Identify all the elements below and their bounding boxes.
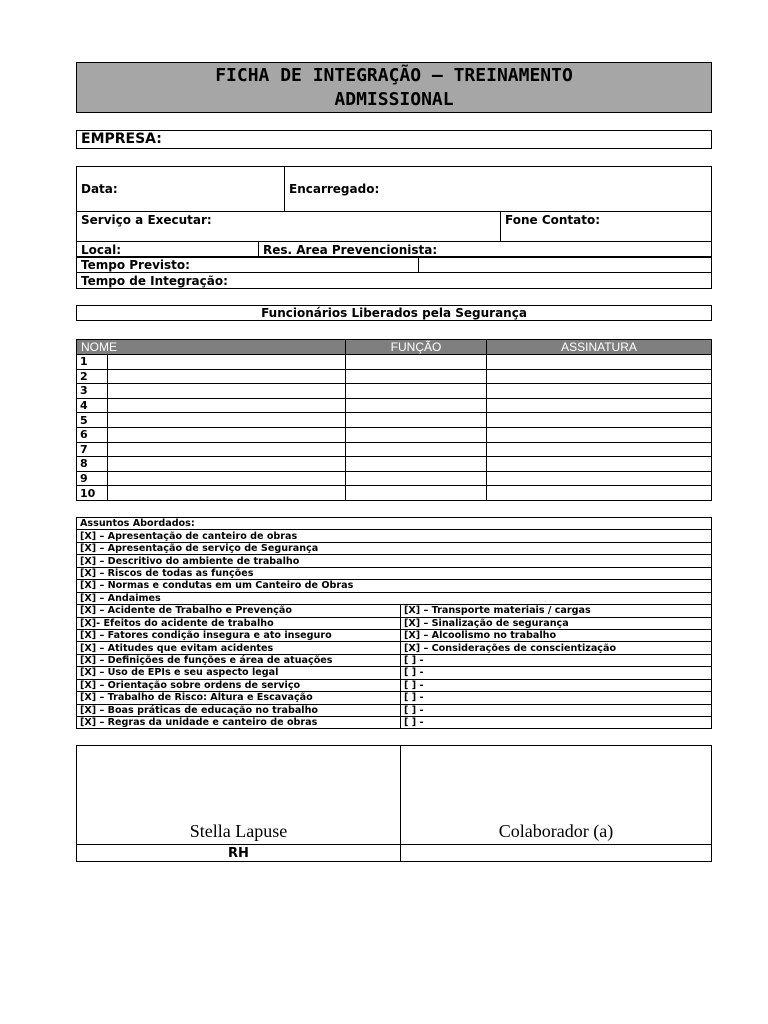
data-field[interactable] [77, 167, 285, 212]
staff-nome-cell[interactable] [108, 442, 346, 457]
topic-item: [X]- Efeitos do acidente de trabalho [77, 617, 401, 629]
local-label: Local: [81, 242, 122, 257]
staff-assinatura-cell[interactable] [487, 369, 712, 384]
signature-colaborador-role [401, 845, 712, 862]
topics-title: Assuntos Abordados: [77, 518, 712, 530]
staff-row-number: 4 [77, 398, 108, 413]
staff-assinatura-cell[interactable] [487, 442, 712, 457]
topic-item: [X] – Regras da unidade e canteiro de obras [77, 717, 401, 729]
staff-row-number: 3 [77, 384, 108, 399]
title-line-1: FICHA DE INTEGRAÇÃO – TREINAMENTO [215, 65, 573, 86]
staff-assinatura-cell[interactable] [487, 398, 712, 413]
staff-nome-cell[interactable] [108, 457, 346, 472]
staff-row [77, 369, 712, 384]
topic-item: [X] – Considerações de conscientização [401, 642, 712, 654]
staff-row-number: 7 [77, 442, 108, 457]
topic-item: [X] – Normas e condutas em um Canteiro de Obras [77, 580, 712, 592]
staff-funcao-cell[interactable] [346, 355, 487, 370]
tempo-previsto-field[interactable] [77, 257, 419, 273]
staff-funcao-cell[interactable] [346, 369, 487, 384]
staff-funcao-cell[interactable] [346, 442, 487, 457]
staff-row [77, 471, 712, 486]
header-assinatura: ASSINATURA [487, 340, 712, 355]
staff-row-number: 10 [77, 486, 108, 501]
staff-assinatura-cell[interactable] [487, 486, 712, 501]
topic-item: [X] – Definições de funções e área de atuações [77, 654, 401, 666]
info-table-3 [76, 256, 712, 289]
fone-label: Fone Contato: [505, 213, 601, 227]
staff-row [77, 442, 712, 457]
staff-table [76, 339, 712, 501]
topic-item: [X] – Atitudes que evitam acidentes [77, 642, 401, 654]
staff-assinatura-cell[interactable] [487, 457, 712, 472]
staff-row-number: 8 [77, 457, 108, 472]
topic-item: [ ] - [401, 654, 712, 666]
staff-funcao-cell[interactable] [346, 457, 487, 472]
topic-item: [X] – Apresentação de canteiro de obras [77, 530, 712, 542]
topic-item: [X] – Descritivo do ambiente de trabalho [77, 555, 712, 567]
staff-assinatura-cell[interactable] [487, 427, 712, 442]
staff-row-number: 6 [77, 427, 108, 442]
info-table [76, 166, 712, 242]
encarregado-label: Encarregado: [289, 182, 380, 196]
staff-row [77, 384, 712, 399]
staff-funcao-cell[interactable] [346, 413, 487, 428]
staff-nome-cell[interactable] [108, 384, 346, 399]
staff-row [77, 486, 712, 501]
staff-row-number: 5 [77, 413, 108, 428]
res-area-label: Res. Area Prevencionista: [263, 242, 438, 257]
topic-item: [X] – Fatores condição insegura e ato inseguro [77, 629, 401, 641]
staff-assinatura-cell[interactable] [487, 471, 712, 486]
topic-item: [X] – Sinalização de segurança [401, 617, 712, 629]
signature-rh-role: RH [77, 845, 401, 862]
topic-item: [X] – Uso de EPIs e seu aspecto legal [77, 667, 401, 679]
staff-nome-cell[interactable] [108, 413, 346, 428]
topic-item: [X] – Boas práticas de educação no trabalho [77, 704, 401, 716]
staff-row [77, 398, 712, 413]
staff-funcao-cell[interactable] [346, 398, 487, 413]
topic-item: [ ] - [401, 692, 712, 704]
empresa-label: EMPRESA: [81, 131, 162, 147]
staff-nome-cell[interactable] [108, 486, 346, 501]
signature-table [76, 745, 712, 862]
topic-item: [X] – Alcoolismo no trabalho [401, 629, 712, 641]
topic-item: [X] – Orientação sobre ordens de serviço [77, 679, 401, 691]
empresa-field[interactable] [76, 130, 712, 149]
topic-item: [ ] - [401, 704, 712, 716]
servico-label: Serviço a Executar: [81, 213, 212, 227]
topic-item: [ ] - [401, 667, 712, 679]
staff-assinatura-cell[interactable] [487, 355, 712, 370]
staff-row-number: 9 [77, 471, 108, 486]
tempo-integracao-field[interactable] [77, 273, 712, 289]
staff-funcao-cell[interactable] [346, 486, 487, 501]
page-title [76, 62, 712, 113]
topic-item: [X] – Riscos de todas as funções [77, 567, 712, 579]
topic-item: [X] – Acidente de Trabalho e Prevenção [77, 605, 401, 617]
servico-field[interactable] [77, 212, 501, 242]
staff-nome-cell[interactable] [108, 427, 346, 442]
staff-funcao-cell[interactable] [346, 427, 487, 442]
staff-nome-cell[interactable] [108, 355, 346, 370]
staff-funcao-cell[interactable] [346, 384, 487, 399]
staff-row [77, 413, 712, 428]
staff-funcao-cell[interactable] [346, 471, 487, 486]
tempo-integracao-label: Tempo de Integração: [81, 273, 228, 288]
topic-item: [ ] - [401, 679, 712, 691]
fone-field[interactable] [501, 212, 712, 242]
staff-row [77, 457, 712, 472]
staff-assinatura-cell[interactable] [487, 413, 712, 428]
staff-row-number: 2 [77, 369, 108, 384]
signature-rh-name: Stella Lapuse [189, 821, 288, 841]
staff-nome-cell[interactable] [108, 471, 346, 486]
signature-colaborador[interactable] [401, 746, 712, 845]
staff-row [77, 355, 712, 370]
header-funcao: FUNÇÃO [346, 340, 487, 355]
staff-row [77, 427, 712, 442]
staff-assinatura-cell[interactable] [487, 384, 712, 399]
topic-item: [ ] - [401, 717, 712, 729]
header-nome: NOME [77, 340, 346, 355]
topic-item: [X] – Transporte materiais / cargas [401, 605, 712, 617]
staff-nome-cell[interactable] [108, 369, 346, 384]
signature-colaborador-name: Colaborador (a) [498, 821, 614, 841]
topic-item: [X] – Trabalho de Risco: Altura e Escavação [77, 692, 401, 704]
data-label: Data: [81, 182, 118, 196]
staff-nome-cell[interactable] [108, 398, 346, 413]
title-line-2: ADMISSIONAL [334, 89, 454, 110]
topics-table [76, 517, 712, 729]
topic-item: [X] – Apresentação de serviço de Segurança [77, 542, 712, 554]
tempo-previsto-extra[interactable] [419, 257, 712, 273]
liberados-title: Funcionários Liberados pela Segurança [76, 305, 712, 321]
tempo-previsto-label: Tempo Previsto: [81, 257, 190, 272]
staff-row-number: 1 [77, 355, 108, 370]
encarregado-field[interactable] [285, 167, 712, 212]
signature-rh[interactable] [77, 746, 401, 845]
topic-item: [X] – Andaimes [77, 592, 712, 604]
